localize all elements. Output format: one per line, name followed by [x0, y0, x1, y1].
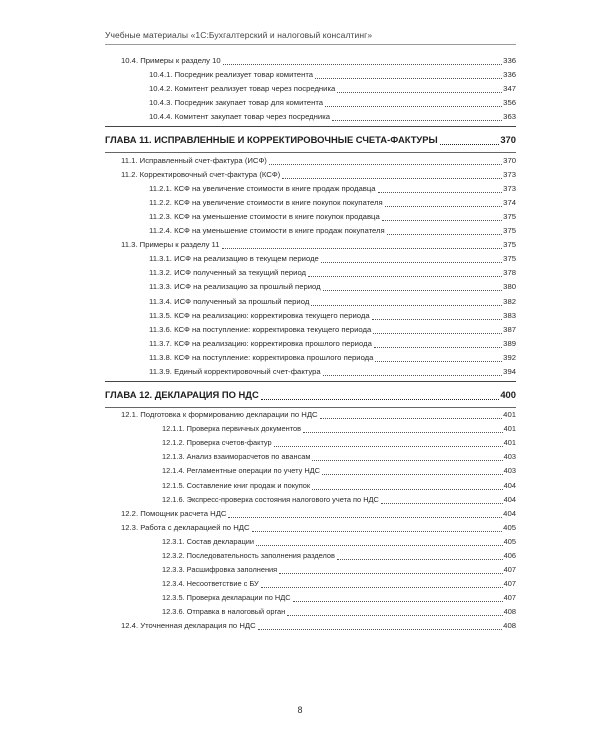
toc-entry-title: 10.4.4. Комитент закупает товар через посредника	[149, 112, 331, 122]
toc-entry	[105, 238, 516, 252]
dot-leader	[315, 78, 502, 79]
toc-entry-page: 375	[503, 211, 516, 221]
dot-leader	[374, 347, 502, 348]
toc-entry-page: 373	[503, 169, 516, 179]
toc-entry	[105, 182, 516, 196]
toc-entry-title: 11.2.1. КСФ на увеличение стоимости в книге продаж продавца	[149, 183, 376, 193]
toc-entry-title: 12.3.5. Проверка декларации по НДС	[162, 593, 291, 603]
toc-entry-page: 407	[503, 579, 516, 589]
dot-leader	[322, 474, 503, 475]
dot-leader	[223, 64, 503, 65]
toc-entry-title: 11.3.2. ИСФ полученный за текущий период	[149, 268, 307, 278]
toc-entry-page: 405	[503, 536, 516, 546]
toc-entry	[105, 68, 516, 82]
toc-entry-page: 389	[503, 338, 516, 348]
toc-entry-page: 406	[503, 551, 516, 560]
toc-entry-title: 11.3.5. КСФ на реализацию: корректировка текущего периода	[149, 310, 370, 320]
toc-entry-page: 403	[503, 452, 516, 462]
dot-leader	[372, 319, 503, 320]
toc-entry	[105, 549, 516, 563]
toc-entry	[105, 252, 516, 266]
toc-entry-title: 11.3.7. КСФ на реализацию: корректировка прошлого периода	[149, 338, 372, 348]
dot-leader	[258, 629, 503, 630]
toc-entry	[105, 309, 516, 323]
toc-entry-title: 11.3.1. ИСФ на реализацию в текущем периоде	[149, 254, 319, 264]
dot-leader	[337, 559, 503, 560]
dot-leader	[303, 432, 503, 433]
dot-leader	[323, 290, 503, 291]
toc-entry-title: 11.2.2. КСФ на увеличение стоимости в книге покупок покупателя	[149, 197, 383, 207]
toc-entry-title: 11.3.9. Единый корректировочный счет-фактура	[149, 366, 321, 376]
dot-leader	[311, 305, 502, 306]
dot-leader	[385, 206, 503, 207]
toc-entry	[105, 168, 516, 182]
toc-entry-page: 336	[503, 70, 516, 80]
dot-leader	[312, 489, 503, 490]
table-of-contents	[105, 54, 516, 633]
toc-entry	[105, 507, 516, 521]
toc-entry-title: 12.3.2. Последовательность заполнения разделов	[162, 551, 335, 560]
toc-entry	[105, 478, 516, 492]
toc-entry-page: 382	[503, 296, 516, 306]
toc-entry-title: 12.3. Работа с декларацией по НДС	[121, 522, 250, 532]
toc-entry-page: 403	[503, 466, 516, 476]
dot-leader	[382, 220, 502, 221]
toc-entry	[105, 351, 516, 365]
toc-entry	[105, 605, 516, 619]
toc-entry-page: 408	[503, 621, 516, 631]
toc-entry	[105, 196, 516, 210]
toc-entry-title: 12.3.3. Расшифровка заполнения	[162, 565, 278, 575]
toc-entry	[105, 337, 516, 351]
dot-leader	[222, 248, 503, 249]
toc-entry	[105, 408, 516, 422]
toc-entry-title: 12.2. Помощник расчета НДС	[121, 508, 227, 518]
dot-leader	[387, 234, 502, 235]
toc-entry-page: 380	[503, 282, 516, 292]
toc-entry-title: 12.3.6. Отправка в налоговый орган	[162, 607, 286, 617]
toc-entry-title: 10.4.2. Комитент реализует товар через посредника	[149, 84, 336, 94]
toc-entry	[105, 591, 516, 605]
toc-entry	[105, 422, 516, 436]
toc-entry	[105, 266, 516, 280]
toc-entry	[105, 54, 516, 68]
dot-leader	[323, 375, 502, 376]
toc-entry-title: 11.2. Корректировочный счет-фактура (КСФ)	[121, 169, 281, 179]
dot-leader	[320, 418, 503, 419]
toc-entry	[105, 436, 516, 450]
toc-entry-title: 11.3.8. КСФ на поступление: корректировка прошлого периода	[149, 352, 374, 362]
toc-entry-page: 370	[503, 155, 516, 165]
toc-entry	[105, 619, 516, 633]
toc-entry-title: 10.4.3. Посредник закупает товар для комитента	[149, 98, 324, 108]
header-rule	[105, 44, 516, 45]
toc-entry-title: 12.3.1. Состав декларации	[162, 536, 255, 546]
toc-entry-page: 373	[503, 183, 516, 193]
dot-leader	[256, 545, 503, 546]
toc-entry-page: 374	[503, 197, 516, 207]
toc-entry-page: 404	[503, 480, 516, 490]
toc-entry-title: 12.1.2. Проверка счетов-фактур	[162, 438, 272, 448]
dot-leader	[312, 460, 502, 461]
dot-leader	[287, 615, 502, 616]
toc-entry-page: 392	[503, 352, 516, 362]
toc-entry-page: 407	[503, 565, 516, 575]
toc-entry-title: 11.3.4. ИСФ полученный за прошлый период	[149, 296, 310, 306]
toc-entry	[105, 82, 516, 96]
toc-entry	[105, 521, 516, 535]
toc-entry-page: 401	[503, 424, 516, 434]
toc-entry-title: 10.4. Примеры к разделу 10	[121, 56, 221, 66]
toc-entry	[105, 365, 516, 379]
dot-leader	[261, 587, 503, 588]
dot-leader	[282, 178, 502, 179]
dot-leader	[325, 106, 502, 107]
toc-entry-title: 10.4.1. Посредник реализует товар комитента	[149, 70, 314, 80]
toc-entry-title: 12.1. Подготовка к формированию декларации по НДС	[121, 410, 318, 420]
dot-leader	[308, 276, 502, 277]
dot-leader	[293, 601, 503, 602]
toc-entry	[105, 535, 516, 549]
toc-entry	[105, 493, 516, 507]
toc-entry-title: 12.1.1. Проверка первичных документов	[162, 424, 302, 434]
dot-leader	[332, 120, 502, 121]
running-header: Учебные материалы «1С:Бухгалтерский и налоговый консалтинг»	[105, 30, 373, 40]
toc-entry-page: 400	[500, 388, 516, 400]
toc-entry	[105, 464, 516, 478]
toc-entry-title: ГЛАВА 11. ИСПРАВЛЕННЫЕ И КОРРЕКТИРОВОЧНЫЕ СЧЕТА-ФАКТУРЫ	[105, 134, 438, 146]
dot-leader	[375, 361, 502, 362]
toc-entry-page: 347	[503, 84, 516, 94]
toc-entry-page: 378	[503, 268, 516, 278]
toc-entry	[105, 577, 516, 591]
toc-entry	[105, 323, 516, 337]
toc-entry	[105, 110, 516, 124]
toc-chapter-entry	[105, 383, 516, 406]
toc-entry	[105, 450, 516, 464]
chapter-separator	[105, 381, 516, 382]
toc-entry-page: 375	[503, 226, 516, 236]
dot-leader	[252, 531, 503, 532]
toc-entry-page: 387	[503, 324, 516, 334]
toc-entry-title: 11.3. Примеры к разделу 11	[121, 240, 220, 250]
toc-entry-title: 11.3.6. КСФ на поступление: корректировка текущего периода	[149, 324, 372, 334]
toc-entry-page: 405	[503, 522, 516, 532]
toc-entry-page: 383	[503, 310, 516, 320]
dot-leader	[274, 446, 503, 447]
toc-entry-title: 11.2.4. КСФ на уменьшение стоимости в книге продаж покупателя	[149, 226, 385, 236]
toc-entry-page: 408	[503, 607, 516, 617]
toc-entry-title: 12.1.3. Анализ взаиморасчетов по авансам	[162, 452, 311, 462]
toc-entry-title: 12.4. Уточненная декларация по НДС	[121, 621, 256, 631]
toc-entry-title: 12.1.5. Составление книг продаж и покупок	[162, 480, 311, 490]
dot-leader	[381, 503, 503, 504]
toc-chapter-entry	[105, 128, 516, 151]
toc-entry-page: 356	[503, 98, 516, 108]
toc-entry-page: 375	[503, 240, 516, 250]
toc-entry-page: 401	[503, 410, 516, 420]
toc-entry	[105, 280, 516, 294]
toc-entry-page: 404	[503, 494, 516, 504]
toc-entry-title: ГЛАВА 12. ДЕКЛАРАЦИЯ ПО НДС	[105, 388, 259, 400]
toc-entry-page: 336	[503, 56, 516, 66]
dot-leader	[337, 92, 502, 93]
toc-entry-page: 407	[503, 593, 516, 603]
page-number: 8	[297, 705, 303, 715]
toc-entry	[105, 294, 516, 308]
dot-leader	[228, 517, 502, 518]
toc-entry	[105, 153, 516, 167]
toc-entry-title: 12.1.4. Регламентные операции по учету НДС	[162, 466, 320, 476]
dot-leader	[378, 192, 503, 193]
toc-entry-page: 370	[500, 134, 516, 146]
toc-entry-title: 11.3.3. ИСФ на реализацию за прошлый период	[149, 282, 321, 292]
dot-leader	[261, 399, 500, 400]
toc-entry-page: 375	[503, 254, 516, 264]
toc-entry	[105, 224, 516, 238]
toc-entry-page: 401	[503, 438, 516, 448]
toc-entry-title: 11.1. Исправленный счет-фактура (ИСФ)	[121, 155, 267, 165]
dot-leader	[440, 144, 500, 145]
toc-entry	[105, 563, 516, 577]
dot-leader	[373, 333, 502, 334]
toc-entry-title: 12.1.6. Экспресс-проверка состояния налогового учета по НДС	[162, 494, 379, 504]
toc-entry-page: 404	[503, 508, 516, 518]
toc-entry-page: 394	[503, 366, 516, 376]
dot-leader	[269, 164, 502, 165]
toc-entry-title: 12.3.4. Несоответствие с БУ	[162, 579, 259, 589]
toc-entry	[105, 210, 516, 224]
dot-leader	[279, 573, 503, 574]
toc-entry-page: 363	[503, 112, 516, 122]
toc-entry-title: 11.2.3. КСФ на уменьшение стоимости в книге покупок продавца	[149, 211, 380, 221]
chapter-separator	[105, 126, 516, 127]
dot-leader	[321, 262, 502, 263]
toc-entry	[105, 96, 516, 110]
